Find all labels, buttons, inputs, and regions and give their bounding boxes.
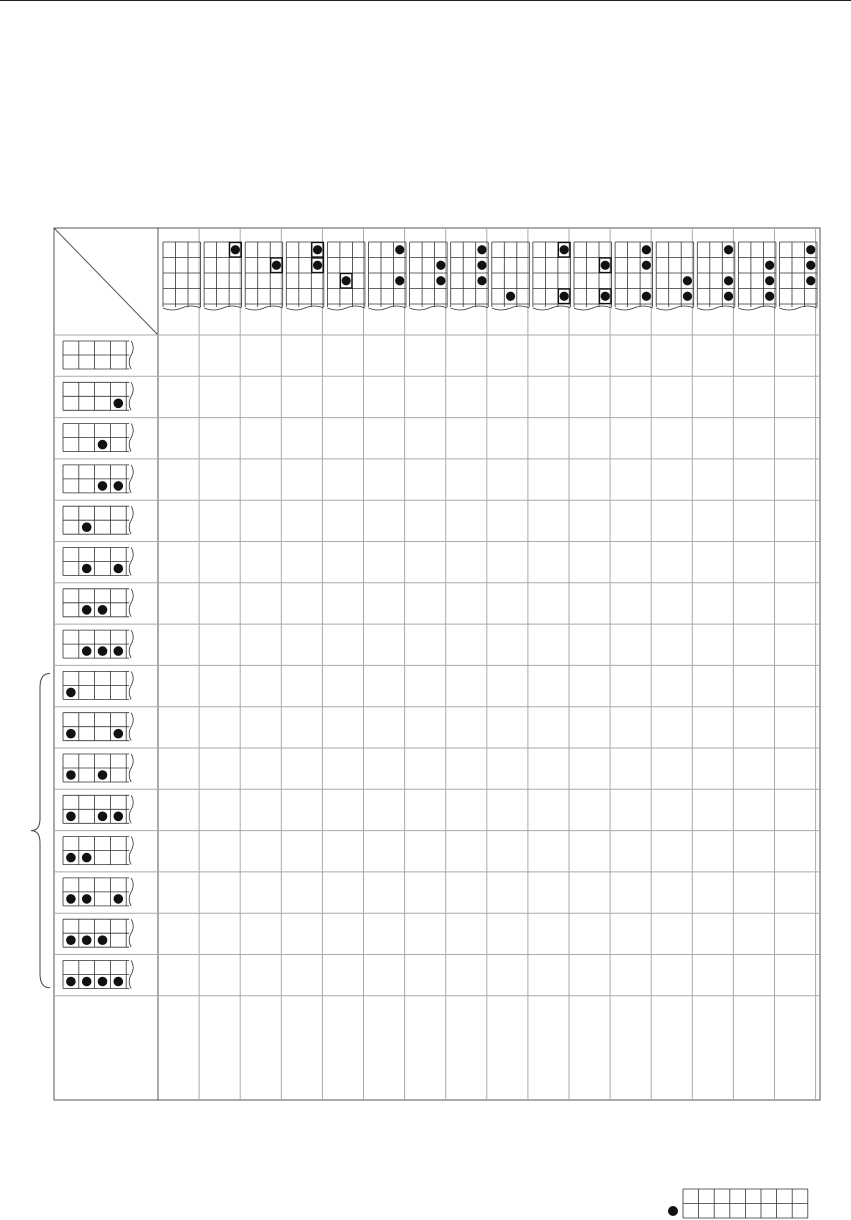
dot-marker: [114, 729, 124, 739]
dot-marker: [66, 977, 76, 987]
wavy-edge: [129, 878, 133, 906]
wavy-edge: [129, 630, 133, 658]
column-header-c12: [615, 242, 653, 310]
dot-marker: [313, 245, 322, 254]
dot-marker: [601, 292, 610, 301]
wavy-edge: [129, 961, 133, 989]
dot-marker: [66, 770, 76, 780]
dot-marker: [98, 605, 108, 615]
dot-marker: [724, 245, 733, 254]
row-header-r15: [63, 919, 133, 947]
row-header-r05: [63, 506, 133, 534]
column-header-c11: [574, 242, 612, 310]
wavy-edge: [533, 306, 571, 310]
dot-marker: [82, 522, 92, 532]
wavy-edge: [129, 837, 133, 865]
dot-marker: [114, 812, 124, 822]
row-header-r01: [63, 341, 133, 369]
dot-marker: [765, 276, 774, 285]
dot-marker: [114, 894, 124, 904]
wavy-edge: [738, 306, 776, 310]
row-header-r14: [63, 878, 133, 906]
dot-marker: [642, 292, 651, 301]
wavy-edge: [245, 306, 283, 310]
row-header-r09: [63, 671, 133, 699]
wavy-edge: [574, 306, 612, 310]
column-header-c05: [327, 242, 365, 310]
row-header-r07: [63, 589, 133, 617]
row-header-r16: [63, 961, 133, 989]
dot-marker: [114, 481, 124, 491]
wavy-edge: [286, 306, 324, 310]
wavy-edge: [129, 713, 133, 741]
row-header-r10: [63, 713, 133, 741]
wavy-edge: [615, 306, 653, 310]
dot-marker: [724, 276, 733, 285]
wavy-edge: [327, 306, 365, 310]
dot-marker: [98, 812, 108, 822]
wavy-edge: [369, 306, 407, 310]
dot-marker: [82, 564, 92, 574]
dot-marker: [436, 276, 445, 285]
wavy-edge: [129, 382, 133, 410]
wavy-edge: [129, 795, 133, 823]
dot-marker: [114, 564, 124, 574]
dot-marker: [82, 646, 92, 656]
dot-marker: [66, 688, 76, 698]
wavy-edge: [410, 306, 448, 310]
dot-marker: [683, 276, 692, 285]
wavy-edge: [163, 306, 201, 310]
dot-marker: [66, 935, 76, 945]
wavy-edge: [780, 306, 818, 310]
dot-marker: [806, 245, 815, 254]
wavy-edge: [129, 589, 133, 617]
row-header-r13: [63, 837, 133, 865]
dot-marker: [66, 812, 76, 822]
column-header-c03: [245, 242, 283, 310]
column-header-c07: [410, 242, 448, 310]
column-header-c16: [780, 242, 818, 310]
dot-marker: [642, 245, 651, 254]
column-headers: [163, 242, 817, 310]
dot-marker: [342, 276, 351, 285]
dot-marker: [82, 894, 92, 904]
row-header-r06: [63, 548, 133, 576]
wavy-edge: [129, 465, 133, 493]
row-header-r02: [63, 382, 133, 410]
main-grid: [54, 228, 820, 1100]
corner-diagonal: [54, 228, 158, 335]
table-frame: [54, 228, 820, 1100]
dot-marker: [506, 292, 515, 301]
dot-marker: [82, 853, 92, 863]
row-header-r11: [63, 754, 133, 782]
dot-marker: [114, 646, 124, 656]
dot-marker: [560, 245, 569, 254]
wavy-edge: [129, 919, 133, 947]
dot-marker: [98, 935, 108, 945]
column-header-c01: [163, 242, 201, 310]
dot-marker: [98, 481, 108, 491]
column-header-c06: [369, 242, 407, 310]
dot-marker: [272, 261, 281, 270]
column-header-c13: [656, 242, 694, 310]
dot-marker: [395, 245, 404, 254]
dot-marker: [683, 292, 692, 301]
row-headers: [63, 341, 133, 989]
wavy-edge: [697, 306, 735, 310]
wavy-edge: [129, 341, 133, 369]
dot-marker: [601, 261, 610, 270]
wavy-edge: [656, 306, 694, 310]
row-header-r04: [63, 465, 133, 493]
column-header-c08: [451, 242, 489, 310]
column-header-c02: [204, 242, 242, 310]
dot-marker: [82, 977, 92, 987]
column-header-c15: [738, 242, 776, 310]
dot-marker: [98, 440, 108, 450]
dot-marker: [806, 276, 815, 285]
dot-marker: [642, 261, 651, 270]
wavy-edge: [129, 754, 133, 782]
row-header-r12: [63, 795, 133, 823]
dot-marker: [765, 292, 774, 301]
wavy-edge: [129, 424, 133, 452]
dot-marker: [436, 261, 445, 270]
column-header-c09: [492, 242, 530, 310]
column-header-c04: [286, 242, 324, 310]
wavy-edge: [492, 306, 530, 310]
row-header-r03: [63, 424, 133, 452]
wavy-edge: [129, 671, 133, 699]
wavy-edge: [204, 306, 242, 310]
dot-marker: [477, 245, 486, 254]
wavy-edge: [129, 548, 133, 576]
dot-marker: [806, 261, 815, 270]
dot-marker: [477, 261, 486, 270]
dot-marker: [66, 894, 76, 904]
dot-marker: [231, 245, 240, 254]
dot-marker: [724, 292, 733, 301]
column-header-c10: [533, 242, 571, 310]
dot-marker: [477, 276, 486, 285]
column-header-c14: [697, 242, 735, 310]
row-group-brace: [31, 673, 50, 987]
dot-marker: [66, 729, 76, 739]
dot-marker: [82, 935, 92, 945]
legend-bullet: [668, 1206, 678, 1216]
dot-marker: [395, 276, 404, 285]
dot-marker: [98, 770, 108, 780]
dot-marker: [98, 977, 108, 987]
dot-marker: [98, 646, 108, 656]
curly-brace: [31, 673, 50, 987]
wavy-edge: [451, 306, 489, 310]
dot-marker: [82, 605, 92, 615]
dot-marker: [560, 292, 569, 301]
dot-marker: [114, 399, 124, 409]
row-header-r08: [63, 630, 133, 658]
dot-marker: [66, 853, 76, 863]
dot-marker: [765, 261, 774, 270]
wavy-edge: [129, 506, 133, 534]
dot-marker: [114, 977, 124, 987]
dot-marker: [313, 261, 322, 270]
footer-legend: [668, 1189, 808, 1218]
